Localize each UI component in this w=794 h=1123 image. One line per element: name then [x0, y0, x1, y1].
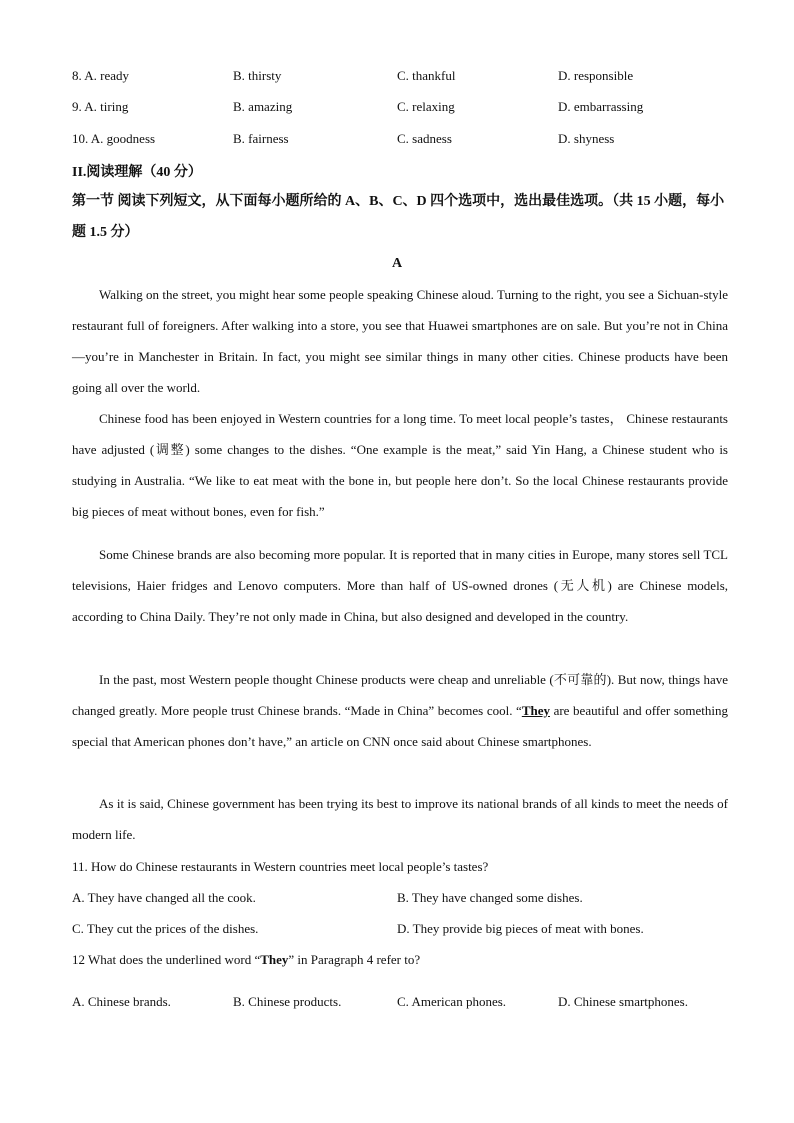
option-b: B. Chinese products.: [233, 994, 342, 1009]
option-b: B. fairness: [233, 131, 289, 146]
option-a: A. Chinese brands.: [72, 994, 171, 1009]
paragraph-4: [72, 664, 728, 757]
paragraph-4-text-rest: beautiful and offer something special that American phones don’t have,” an article on CNN once said about Chinese smartphones.: [72, 703, 728, 749]
paragraph-3-text: Some Chinese brands are also becoming more popular. It is reported that in many cities in Europe, many stores sell TCL televisions, Haier fridges and Lenovo computers. More than half of US-owned drones (无人机) are Chinese models, according to China Daily. They’re not only made in China, but also designed and developed in the country.: [72, 547, 728, 624]
option-b: B. thirsty: [233, 68, 282, 83]
option-d: D. Chinese smartphones.: [558, 994, 688, 1009]
option-c: C. They cut the prices of the dishes.: [72, 921, 259, 936]
option-c: C. sadness: [397, 131, 452, 146]
option-d: D. embarrassing: [558, 99, 644, 114]
option-a: 9. A. tiring: [72, 99, 129, 114]
question-10-options: [72, 131, 732, 151]
section-instruction: 第一节 阅读下列短文，从下面每小题所给的 A、B、C、D 四个选项中，选出最佳选项。（共 15 小题，每小题 1.5 分）: [72, 194, 725, 240]
paragraph-1: [72, 279, 728, 403]
question-9-options: [72, 99, 732, 119]
option-b: B. They have changed some dishes.: [397, 890, 583, 905]
section-heading: II.阅读理解（40 分）: [72, 165, 202, 180]
option-c: C. thankful: [397, 68, 456, 83]
paragraph-4-text-after: are: [549, 703, 574, 718]
option-c: C. American phones.: [397, 994, 507, 1009]
question-11-options-row-2: [72, 921, 732, 941]
paragraph-2: [72, 403, 728, 527]
option-d: D. shyness: [558, 131, 615, 146]
option-b: B. amazing: [233, 99, 293, 114]
underlined-word: They: [521, 703, 550, 718]
option-d: D. responsible: [558, 68, 634, 83]
option-a: 8. A. ready: [72, 68, 130, 83]
option-a: A. They have changed all the cook.: [72, 890, 256, 905]
passage-title: A: [391, 256, 403, 271]
paragraph-5: [72, 788, 728, 850]
question-12-stem-bold: They: [260, 952, 289, 967]
option-d: D. They provide big pieces of meat with bones.: [397, 921, 644, 936]
paragraph-4-text-before: In the past, most Western people thought Chinese products were cheap and unreliable (不可靠的). But now, things have changed greatly. More people trust Chinese brands. “Made in China” becomes cool. “: [72, 672, 728, 718]
question-8-options: [72, 68, 732, 88]
paragraph-1-text: Walking on the street, you might hear some people speaking Chinese aloud. Turning to the right, you see a Sichuan-style restaurant full of foreigners. After walking into a store, you see that Huawei smartphones are on sale. But you’re not in China—you’re in Manchester in Britain. In fact, you might see similar things in many other cities. Chinese products have been going all over the world.: [72, 287, 728, 395]
paragraph-5-text: As it is said, Chinese government has been trying its best to improve its national brands of all kinds to meet the needs of modern life.: [72, 796, 728, 842]
question-12-options: [72, 994, 732, 1014]
question-11-options-row-1: [72, 890, 732, 910]
paragraph-3: [72, 539, 728, 632]
question-12-stem-after: ” in Paragraph 4 refer to?: [288, 952, 421, 967]
question-11-stem: 11. How do Chinese restaurants in Western countries meet local people’s tastes?: [72, 859, 489, 874]
paragraph-2-text: Chinese food has been enjoyed in Western countries for a long time. To meet local people’s tastes， Chinese restaurants have adjusted (调整) some changes to the dishes. “One example is the meat,” said Yin Hang, a Chinese student who is studying in Australia. “We like to eat meat with the bone in, but people here don’t. So the local Chinese restaurants provide big pieces of meat without bones, even for fish.”: [72, 411, 728, 519]
option-c: C. relaxing: [397, 99, 455, 114]
question-12-stem: [72, 952, 728, 968]
question-12-stem-before: 12 What does the underlined word “: [72, 952, 261, 967]
option-a: 10. A. goodness: [72, 131, 156, 146]
